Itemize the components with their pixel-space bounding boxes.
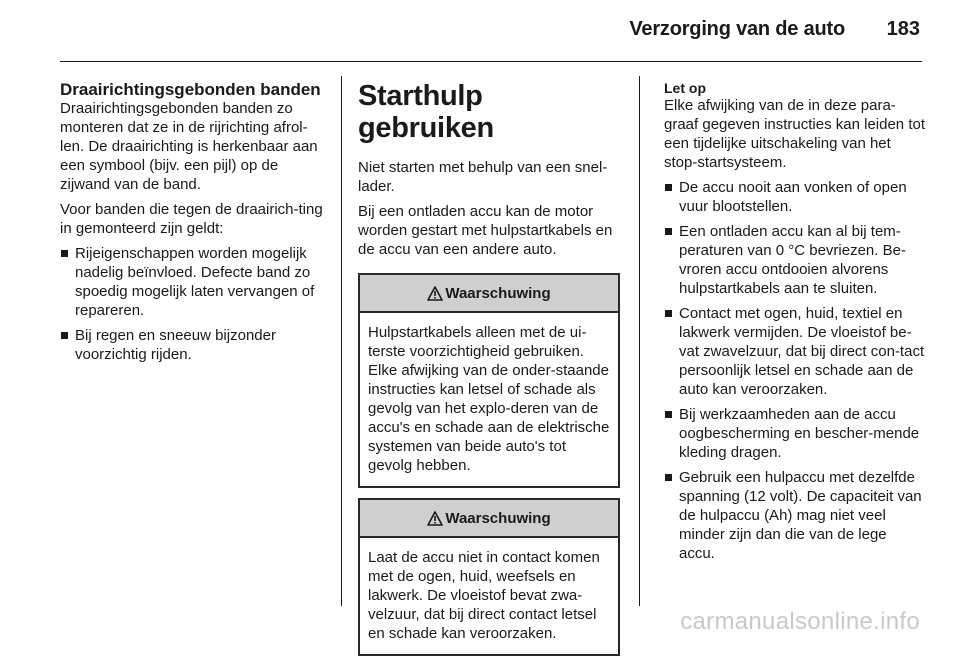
warning-label: Waarschuwing (445, 284, 551, 302)
column-1 (60, 80, 330, 370)
paragraph: Draairichtingsgebonden banden zo monteren dat ze in de rijrichting afrol-len. De draairichting is herkenbaar aan een symbool (bijv. een pijl) op de zijwand van de band. (60, 100, 318, 193)
warning-header (360, 275, 618, 313)
column-divider-2 (639, 76, 640, 606)
list-item: Gebruik een hulpaccu met dezelfde spanning (12 volt). De capaciteit van de hulpaccu (Ah) mag niet veel minder zijn dan die van de lege accu. (664, 468, 926, 563)
page-title: Verzorging van de auto (629, 18, 845, 40)
list-item: Een ontladen accu kan al bij tem-peraturen van 0 °C bevriezen. Be-vroren accu ontdooien alvorens hulpstartkabels aan te sluiten. (664, 222, 926, 298)
section-heading: Draairichtingsgebonden banden (60, 80, 321, 99)
warning-triangle-icon (427, 511, 443, 526)
section-title: Starthulp gebruiken (358, 80, 494, 144)
list-item: Bij regen en sneeuw bijzonder voorzichtig rijden. (60, 326, 330, 364)
header-rule (60, 61, 922, 62)
column-divider-1 (341, 76, 342, 606)
column-3 (664, 80, 926, 569)
watermark: carmanualsonline.info (680, 608, 920, 635)
list-item: Bij werkzaamheden aan de accu oogbescherming en bescher-mende kleding dragen. (664, 405, 926, 462)
warning-box (358, 273, 620, 488)
warning-text: Hulpstartkabels alleen met de ui-terste voorzichtigheid gebruiken. Elke afwijking van de onder-staande instructies kan letsel of schade als gevolg van het explo-deren van de accu's en schade aan de elektrische systemen van beide auto's tot gevolg hebben. (368, 324, 610, 474)
warning-text: Laat de accu niet in contact komen met de ogen, huid, weefsels en lakwerk. De vloeistof bevat zwa-velzuur, dat bij direct contact letsel en schade kan veroorzaken. (368, 549, 600, 642)
list-item: Rijeigenschappen worden mogelijk nadelig beïnvloed. Defecte band zo spoedig mogelijk laten vervangen of repareren. (60, 244, 330, 320)
paragraph: Voor banden die tegen de draairich-ting in gemonteerd zijn geldt: (60, 201, 323, 237)
column-2 (358, 80, 620, 666)
note-text: Elke afwijking van de in deze para-graaf gegeven instructies kan leiden tot een tijdelijke uitschakeling van het stop-startsysteem. (664, 97, 925, 171)
warning-triangle-icon (427, 286, 443, 301)
page-number: 183 (886, 18, 920, 40)
warning-box (358, 498, 620, 656)
bullet-list (664, 178, 926, 563)
bullet-list (60, 244, 330, 364)
list-item: De accu nooit aan vonken of open vuur blootstellen. (664, 178, 926, 216)
list-item: Contact met ogen, huid, textiel en lakwerk vermijden. De vloeistof be-vat zwavelzuur, dat bij direct con-tact persoonlijk letsel en schade aan de auto kan veroorzaken. (664, 304, 926, 399)
paragraph: Niet starten met behulp van een snel-lader. (358, 159, 608, 195)
warning-label: Waarschuwing (445, 509, 551, 527)
paragraph: Bij een ontladen accu kan de motor worden gestart met hulpstartkabels en de accu van een andere auto. (358, 203, 613, 258)
warning-header (360, 500, 618, 538)
note-label: Let op (664, 80, 706, 96)
